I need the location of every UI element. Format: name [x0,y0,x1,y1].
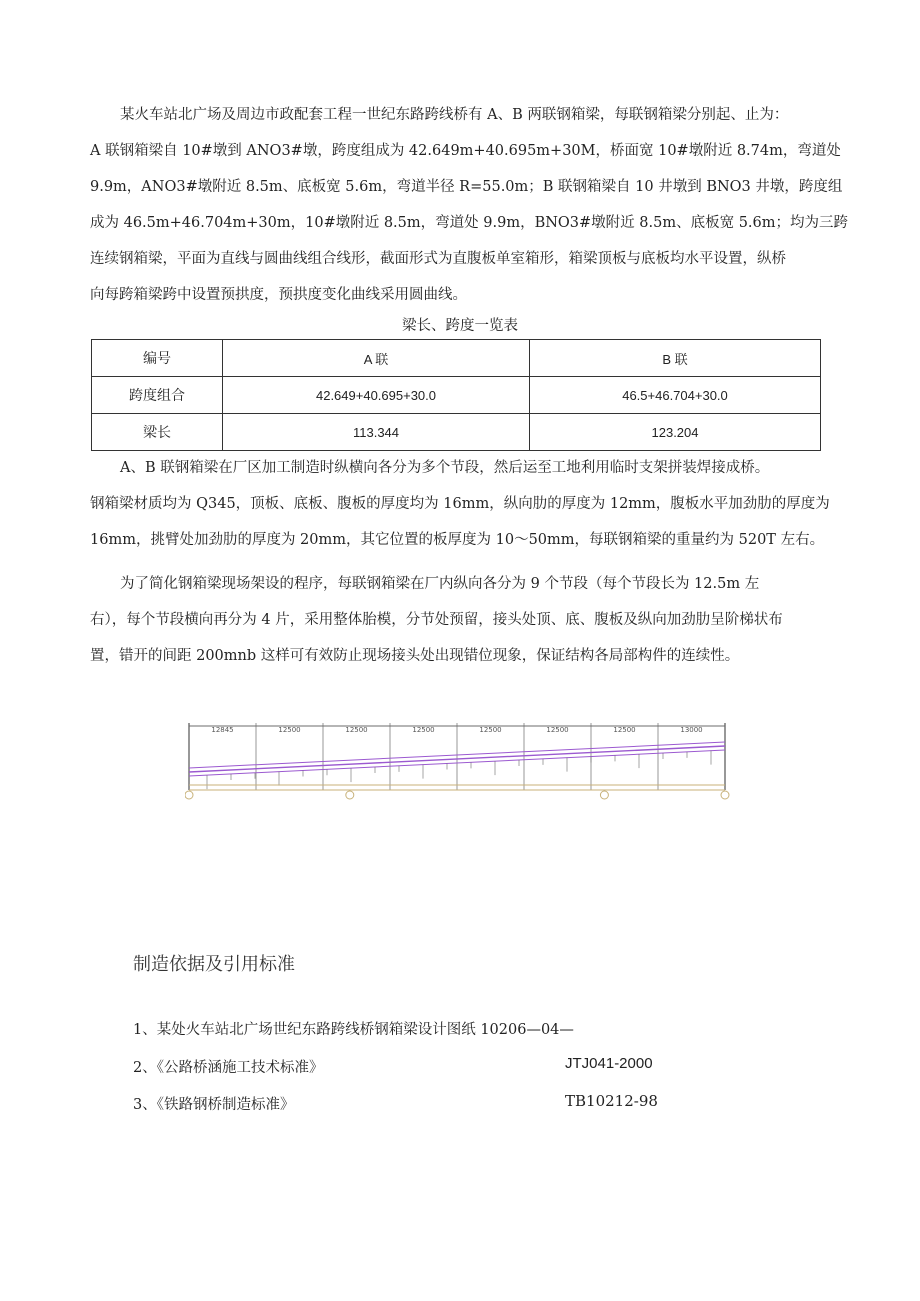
segment-length-label: 12500 [546,726,569,734]
segment-length-label: 13000 [680,726,703,734]
segment-line: 为了简化钢箱梁现场架设的程序，每联钢箱梁在厂内纵向各分为 9 个节段（每个节段长为 12.5m 左 [120,576,760,592]
reference-item: 1、某处火车站北广场世纪东路跨线桥钢箱梁设计图纸 10206—04— [133,1022,574,1038]
segment-length-label: 12500 [412,726,435,734]
table-header-row [92,340,821,377]
fabrication-line: 16mm，挑臂处加劲肋的厚度为 20mm，其它位置的板厚度为 10～50mm，每联钢箱梁的重量约为 520T 左右。 [90,532,825,548]
intro-line: 成为 46.5m+46.704m+30m，10#墩附近 8.5m，弯道处 9.9m，BNO3#墩附近 8.5m、底板宽 5.6m；均为三跨 [90,215,849,231]
pier-marker [185,791,193,799]
table-header-cell: B 联 [530,340,821,377]
table-header-cell: A 联 [223,340,530,377]
reference-item: 2、《公路桥涵施工技术标准》 [133,1060,324,1076]
table-cell: 46.5+46.704+30.0 [530,377,821,414]
intro-paragraph [90,97,849,313]
intro-line: 某火车站北广场及周边市政配套工程一世纪东路跨线桥有 A、B 两联钢箱梁，每联钢箱梁分别起、止为： [120,107,789,123]
table-caption: 梁长、跨度一览表 [402,318,518,334]
fabrication-line: A、B 联钢箱梁在厂区加工制造时纵横向各分为多个节段，然后运至工地利用临时支架拼装焊接成桥。 [120,460,770,476]
segment-length-label: 12500 [345,726,368,734]
segment-length-label: 12500 [278,726,301,734]
table-cell: 42.649+40.695+30.0 [223,377,530,414]
span-table [91,339,821,451]
intro-line: 向每跨箱梁跨中设置预拱度，预拱度变化曲线采用圆曲线。 [90,287,467,303]
segment-line: 右），每个节段横向再分为 4 片，采用整体胎模，分节处预留，接头处顶、底、腹板及纵向加劲肋呈阶梯状布 [90,612,783,628]
table-cell: 梁长 [92,414,223,451]
pier-marker [346,791,354,799]
table-cell: 113.344 [223,414,530,451]
intro-line: 连续钢箱梁，平面为直线与圆曲线组合线形，截面形式为直腹板单室箱形，箱梁顶板与底板均水平设置，纵桥 [90,251,786,267]
intro-line: A 联钢箱梁自 10#墩到 ANO3#墩，跨度组成为 42.649m+40.695m+30M，桥面宽 10#墩附近 8.74m，弯道处 [90,143,841,159]
section-title: 制造依据及引用标准 [133,954,295,975]
segment-length-label: 12500 [479,726,502,734]
segment-line: 置，错开的间距 200mnb 这样可有效防止现场接头处出现错位现象，保证结构各局部构件的连续性。 [90,648,740,664]
reference-code: JTJ041-2000 [565,1055,653,1072]
table-cell: 123.204 [530,414,821,451]
fabrication-paragraph [90,450,832,558]
segment-paragraph [90,566,832,674]
pier-marker [721,791,729,799]
segment-length-label: 12845 [211,726,234,734]
table-header-cell: 编号 [92,340,223,377]
pier-marker [600,791,608,799]
girder-elevation-drawing [185,720,730,802]
fabrication-line: 钢箱梁材质均为 Q345，顶板、底板、腹板的厚度均为 16mm，纵向肋的厚度为 12mm，腹板水平加劲肋的厚度为 [90,496,830,512]
table-cell: 跨度组合 [92,377,223,414]
table-row [92,377,821,414]
reference-item: 3、《铁路钢桥制造标准》 [133,1097,295,1113]
segment-length-label: 12500 [613,726,636,734]
intro-line: 9.9m，ANO3#墩附近 8.5m、底板宽 5.6m，弯道半径 R=55.0m；B 联钢箱梁自 10 井墩到 BNO3 井墩，跨度组 [90,179,843,195]
reference-code: TB10212-98 [565,1092,658,1110]
table-row [92,414,821,451]
